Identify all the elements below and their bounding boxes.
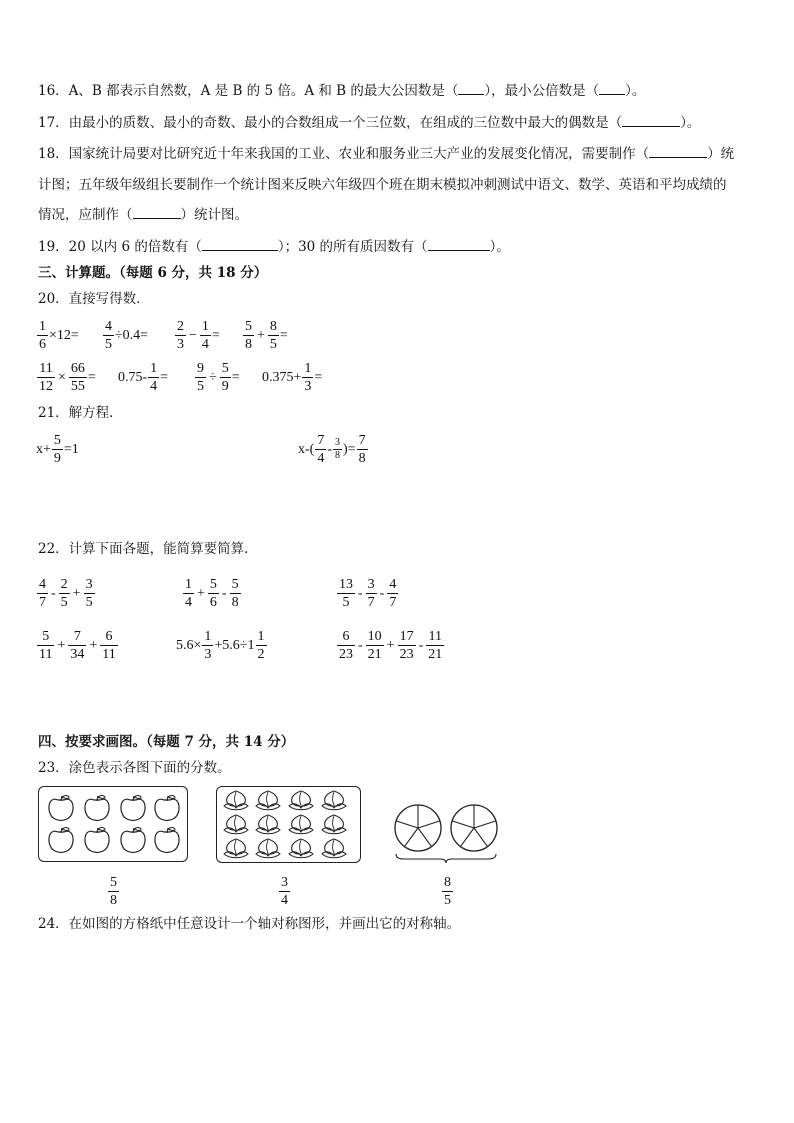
q20-expr-4: $\frac{5}{8}$ + $\frac{8}{5}$ = <box>245 319 288 352</box>
apple-icon <box>155 827 179 852</box>
q22-expr-5: 5.6× $\frac{1}{3}$ +5.6÷1 $\frac{1}{2}$ <box>176 629 265 662</box>
q20-expr-1: $\frac{1}{6}$ ×12= <box>39 319 79 352</box>
q19-text-b: ）；30 的所有质因数有（ <box>277 239 428 255</box>
q19-text-c: ）。 <box>489 239 510 255</box>
q16-text-a: 16．A、B 都表示自然数，A 是 B 的 5 倍。A 和 B 的最大公因数是（ <box>38 83 459 99</box>
peach-icon <box>322 791 346 810</box>
apple-icon <box>39 787 187 861</box>
q21-equation-a: x+ $\frac{5}{9}$ =1 <box>36 433 79 466</box>
section-3-heading: 三、计算题。（每题 6 分，共 18 分） <box>38 265 268 281</box>
q23-fraction-3: $\frac{8}{5}$ <box>444 875 451 908</box>
q17-text-b: ）。 <box>680 115 701 131</box>
q22-expr-2: $\frac{1}{4}$ + $\frac{5}{6}$ - $\frac{5}{8}$ <box>185 577 239 610</box>
peach-box[interactable] <box>216 786 361 863</box>
q20-expr-3: $\frac{2}{3}$ − $\frac{1}{4}$ = <box>177 319 220 352</box>
q22-expr-4: $\frac{5}{11}$ + $\frac{7}{34}$ + $\frac{6}{11}$ <box>39 629 116 662</box>
question-20-title: 20．直接写得数． <box>38 291 150 307</box>
apple-icon <box>85 827 109 852</box>
q18-text-d: 情况，应制作（ <box>38 207 133 223</box>
q23-fraction-1: $\frac{5}{8}$ <box>110 875 117 908</box>
q17-text-a: 17．由最小的质数、最小的奇数、最小的合数组成一个三位数，在组成的三位数中最大的偶数是（ <box>38 115 623 131</box>
question-17 <box>38 114 700 132</box>
question-18-line-2 <box>38 176 727 194</box>
peach-icon <box>322 815 346 834</box>
apple-icon <box>121 827 145 852</box>
q16-text-c: ）。 <box>625 83 646 99</box>
question-18-line-3 <box>38 206 248 224</box>
q22-expr-1: $\frac{4}{7}$ - $\frac{2}{5}$ + $\frac{3}{5}$ <box>39 577 93 610</box>
q18-text-c: 计图；五年级年级组长要制作一个统计图来反映六年级四个班在期末模拟冲刺测试中语文、数学、英语和平均成绩的 <box>38 177 727 193</box>
apple-icon <box>85 795 109 820</box>
peach-icon <box>256 815 280 834</box>
five-part-circle-icon[interactable] <box>392 802 502 862</box>
peach-icon <box>224 815 248 834</box>
q17-blank[interactable] <box>622 114 680 127</box>
q23-fraction-2: $\frac{3}{4}$ <box>281 875 288 908</box>
q22-expr-3: $\frac{13}{5}$ - $\frac{3}{7}$ - $\frac{4}{7}$ <box>339 577 397 610</box>
q20-expr-7: $\frac{9}{5}$ ÷ $\frac{5}{9}$ = <box>197 361 240 394</box>
question-16 <box>38 82 645 100</box>
peach-icon <box>217 787 360 862</box>
apple-icon <box>155 795 179 820</box>
q19-text-a: 19．20 以内 6 的倍数有（ <box>38 239 202 255</box>
peach-icon <box>224 839 248 858</box>
q19-blank-1[interactable] <box>202 238 278 251</box>
five-part-circle-icon[interactable] <box>451 805 497 851</box>
q18-blank-2[interactable] <box>133 206 181 219</box>
brace <box>396 854 496 863</box>
q18-text-a: 18．国家统计局要对比研究近十年来我国的工业、农业和服务业三大产业的发展变化情况，需要制作（ <box>38 146 650 162</box>
peach-icon <box>256 791 280 810</box>
peach-icon <box>289 839 313 858</box>
peach-icon <box>322 839 346 858</box>
question-24: 24．在如图的方格纸中任意设计一个轴对称图形，并画出它的对称轴。 <box>38 916 461 932</box>
question-22-title: 22．计算下面各题，能简算要简算． <box>38 541 258 557</box>
five-part-circle-icon[interactable] <box>395 805 441 851</box>
q16-blank-1[interactable] <box>458 82 484 95</box>
peach-icon <box>289 791 313 810</box>
q20-expr-6: 0.75- $\frac{1}{4}$ = <box>118 361 169 394</box>
q18-text-b: ）统 <box>707 146 735 162</box>
q16-text-b: ），最小公倍数是（ <box>484 83 600 99</box>
q20-expr-5: $\frac{11}{12}$ × $\frac{66}{55}$ = <box>39 361 96 394</box>
q21-equation-b: x-( $\frac{7}{4}$ - $\frac{3}{8}$ )= $\frac{7}{8}$ <box>298 433 366 466</box>
question-21-title: 21．解方程． <box>38 405 123 421</box>
q18-blank-1[interactable] <box>649 145 707 158</box>
apple-icon <box>49 795 73 820</box>
section-4-heading: 四、按要求画图。（每题 7 分，共 14 分） <box>38 734 295 750</box>
peach-icon <box>289 815 313 834</box>
q18-text-e: ）统计图。 <box>180 207 248 223</box>
q22-expr-6: $\frac{6}{23}$ - $\frac{10}{21}$ + $\frac{17}{23}$ - $\frac{11}{21}$ <box>339 629 443 662</box>
apple-icon <box>121 795 145 820</box>
apple-box[interactable] <box>38 786 188 862</box>
q20-expr-2: $\frac{4}{5}$ ÷0.4= <box>105 319 149 352</box>
question-23-title: 23．涂色表示各图下面的分数。 <box>38 760 231 776</box>
q19-blank-2[interactable] <box>428 238 490 251</box>
peach-icon <box>224 791 248 810</box>
q16-blank-2[interactable] <box>599 82 625 95</box>
question-18-line-1 <box>38 145 734 163</box>
question-19 <box>38 238 510 256</box>
q20-expr-8: 0.375+ $\frac{1}{3}$ = <box>262 361 323 394</box>
apple-icon <box>49 827 73 852</box>
peach-icon <box>256 839 280 858</box>
